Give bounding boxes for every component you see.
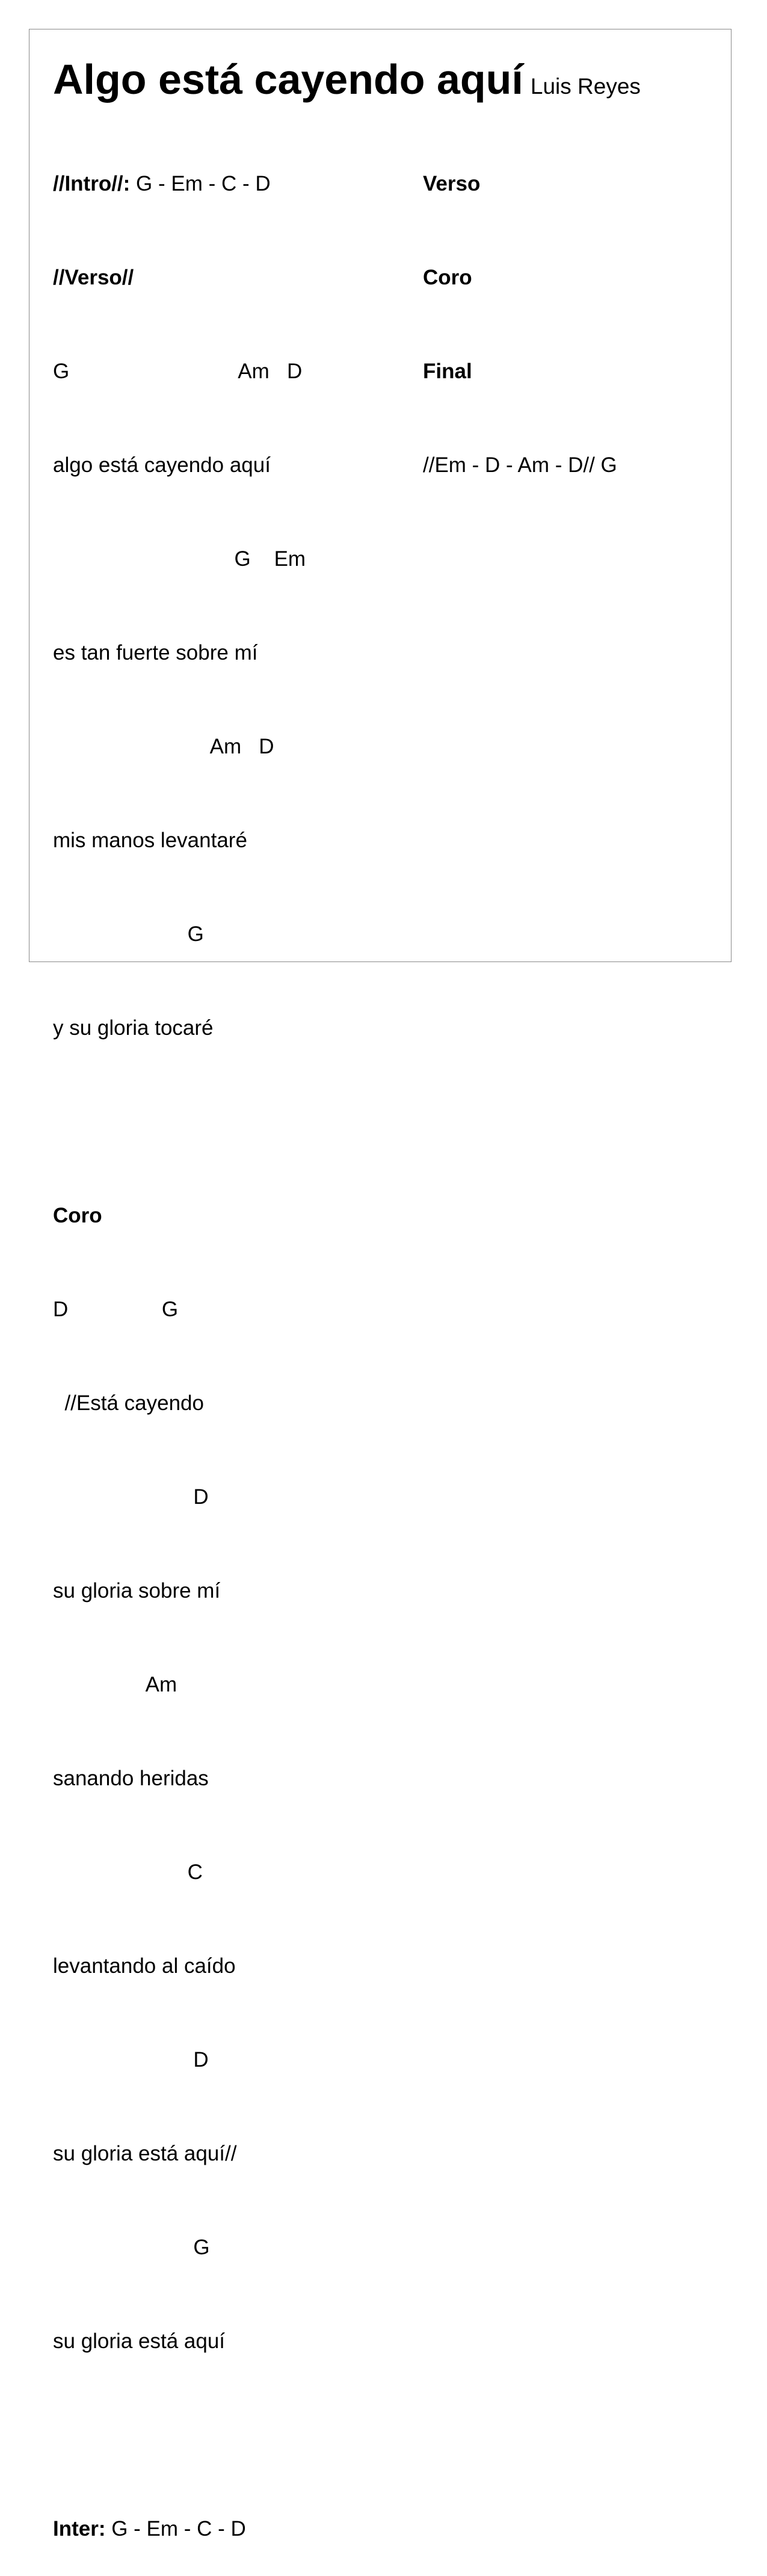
blank-line (53, 1106, 306, 1138)
lyric-line: levantando al caído (53, 1954, 236, 1978)
structure-final: Final (423, 360, 472, 383)
chord-line: D G (53, 1298, 179, 1321)
final-chords: //Em - D - Am - D// G (423, 453, 617, 477)
chord-line: G (53, 2236, 210, 2259)
chord-line: Am D (53, 735, 274, 758)
lyrics-column (53, 106, 306, 2576)
lyric-line: y su gloria tocaré (53, 1016, 214, 1040)
intro-line (53, 168, 306, 200)
chorus-label: Coro (53, 1204, 102, 1227)
song-title: Algo está cayendo aquí (53, 56, 523, 103)
structure-chorus: Coro (423, 266, 472, 289)
lyric-line: mis manos levantaré (53, 829, 247, 852)
chord-line: G Em (53, 547, 306, 571)
chord-line: G (53, 922, 204, 946)
inter-line (53, 2513, 306, 2545)
chord-line: D (53, 1485, 209, 1509)
structure-verse: Verso (423, 172, 481, 195)
inter-chords: G - Em - C - D (105, 2517, 246, 2541)
title-row (53, 55, 641, 111)
intro-label: //Intro//: (53, 172, 131, 195)
chord-line: G Am D (53, 360, 303, 383)
lyric-line: su gloria sobre mí (53, 1579, 221, 1602)
artist-name: Luis Reyes (530, 74, 641, 99)
structure-column (423, 106, 617, 512)
chord-line: C (53, 1860, 203, 1884)
intro-chords: G - Em - C - D (130, 172, 271, 195)
blank-line (53, 2420, 306, 2451)
chord-line: D (53, 2048, 209, 2072)
lyric-line: es tan fuerte sobre mí (53, 641, 258, 664)
lyric-line: sanando heridas (53, 1767, 209, 1790)
verse-label: //Verso// (53, 266, 134, 289)
lyric-line: su gloria está aquí// (53, 2142, 237, 2165)
chord-line: Am (53, 1673, 177, 1696)
lyric-line: su gloria está aquí (53, 2329, 226, 2353)
inter-label: Inter: (53, 2517, 106, 2541)
lyric-line: //Está cayendo (53, 1391, 204, 1415)
lyric-line: algo está cayendo aquí (53, 453, 271, 477)
